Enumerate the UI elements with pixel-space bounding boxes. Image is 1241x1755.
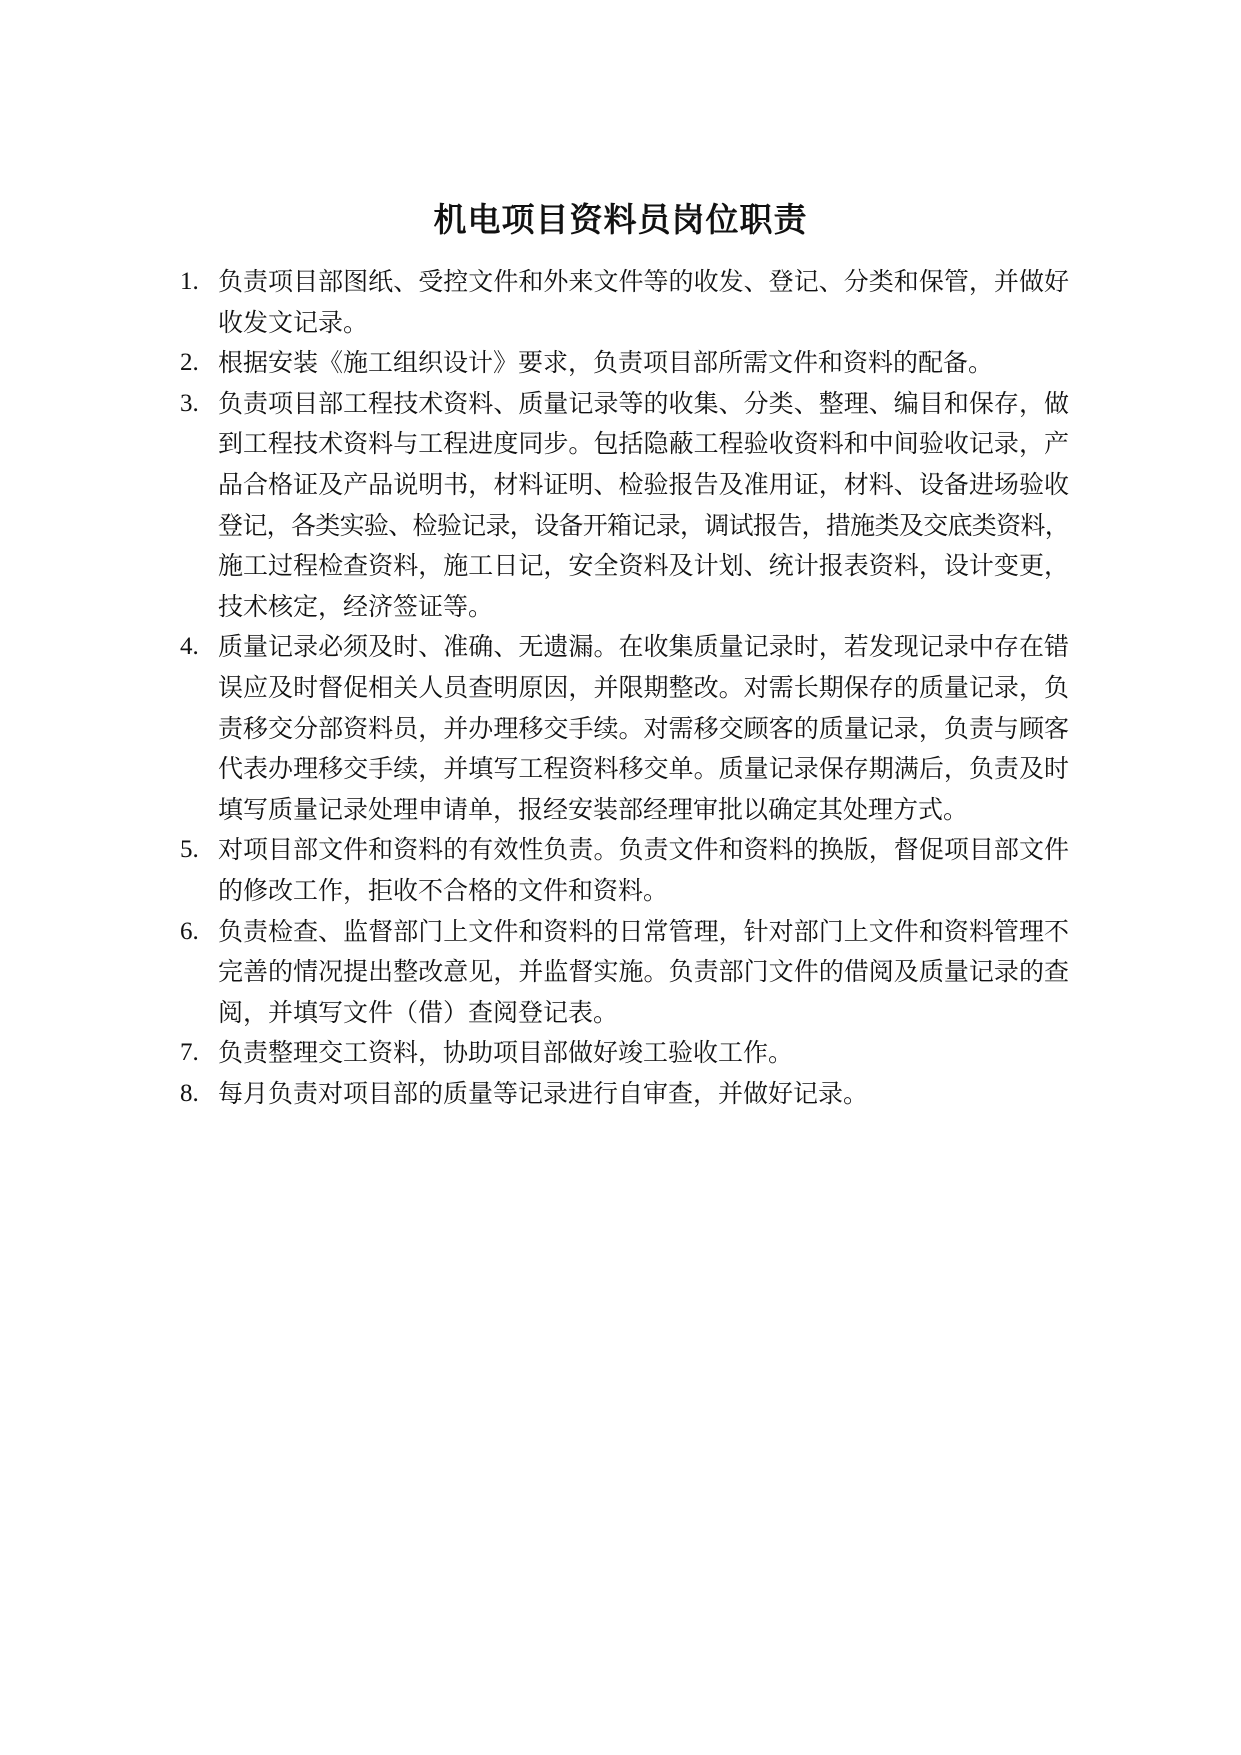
item-text-line: 质量记录必须及时、准确、无遗漏。在收集质量记录时，若发现记录中存在错 <box>218 632 1069 662</box>
item-text-line: 登记，各类实验、检验记录，设备开箱记录，调试报告，措施类及交底类资料， <box>218 510 1069 540</box>
list-item <box>180 912 1069 1034</box>
item-number: 5. <box>180 836 199 864</box>
list-item <box>180 343 1069 384</box>
item-text-line: 根据安装《施工组织设计》要求，负责项目部所需文件和资料的配备。 <box>218 348 994 378</box>
item-number: 4. <box>180 633 199 661</box>
item-number: 2. <box>180 349 199 377</box>
item-text-line: 负责整理交工资料，协助项目部做好竣工验收工作。 <box>218 1038 794 1068</box>
item-text-line: 负责项目部工程技术资料、质量记录等的收集、分类、整理、编目和保存，做 <box>218 388 1069 418</box>
list-item <box>180 627 1069 830</box>
item-text-line: 负责项目部图纸、受控文件和外来文件等的收发、登记、分类和保管，并做好 <box>218 267 1069 296</box>
item-text <box>218 912 1069 1034</box>
item-text <box>218 830 1069 911</box>
item-text-line: 每月负责对项目部的质量等记录进行自审查，并做好记录。 <box>218 1078 869 1108</box>
item-text <box>218 1033 1069 1074</box>
item-text-line: 负责检查、监督部门上文件和资料的日常管理，针对部门上文件和资料管理不 <box>218 916 1069 946</box>
item-text-line: 品合格证及产品说明书，材料证明、检验报告及准用证，材料、设备进场验收 <box>218 469 1069 499</box>
item-number: 8. <box>180 1079 199 1107</box>
item-text-line: 阅，并填写文件（借）查阅登记表。 <box>218 997 619 1027</box>
item-text-line: 施工过程检查资料，施工日记，安全资料及计划、统计报表资料，设计变更， <box>218 551 1069 581</box>
item-number: 3. <box>180 389 199 417</box>
item-text-line: 完善的情况提出整改意见，并监督实施。负责部门文件的借阅及质量记录的查 <box>218 957 1069 987</box>
item-text-line: 技术核定，经济签证等。 <box>218 591 494 621</box>
list-item <box>180 1074 1069 1115</box>
item-text <box>218 343 1069 384</box>
item-text-line: 对项目部文件和资料的有效性负责。负责文件和资料的换版，督促项目部文件 <box>218 835 1069 865</box>
item-number: 7. <box>180 1039 199 1067</box>
list-item <box>180 262 1069 343</box>
item-text-line: 的修改工作，拒收不合格的文件和资料。 <box>218 875 669 905</box>
item-text-line: 填写质量记录处理申请单，报经安装部经理审批以确定其处理方式。 <box>218 794 969 824</box>
item-text-line: 收发文记录。 <box>218 307 369 337</box>
list-item <box>180 384 1069 628</box>
duty-list <box>180 262 1069 1114</box>
item-text-line: 责移交分部资料员，并办理移交手续。对需移交顾客的质量记录，负责与顾客 <box>218 713 1069 743</box>
item-number: 6. <box>180 917 199 945</box>
item-text-line: 到工程技术资料与工程进度同步。包括隐蔽工程验收资料和中间验收记录，产 <box>218 429 1069 459</box>
item-text <box>218 262 1069 343</box>
item-text <box>218 1074 1069 1115</box>
list-item <box>180 1033 1069 1074</box>
item-text <box>218 384 1069 628</box>
item-text-line: 误应及时督促相关人员查明原因，并限期整改。对需长期保存的质量记录，负 <box>218 672 1069 702</box>
item-text <box>218 627 1069 830</box>
document-title: 机电项目资料员岗位职责 <box>433 200 808 239</box>
list-item <box>180 830 1069 911</box>
item-text-line: 代表办理移交手续，并填写工程资料移交单。质量记录保存期满后，负责及时 <box>218 754 1069 784</box>
item-number: 1. <box>180 268 199 295</box>
